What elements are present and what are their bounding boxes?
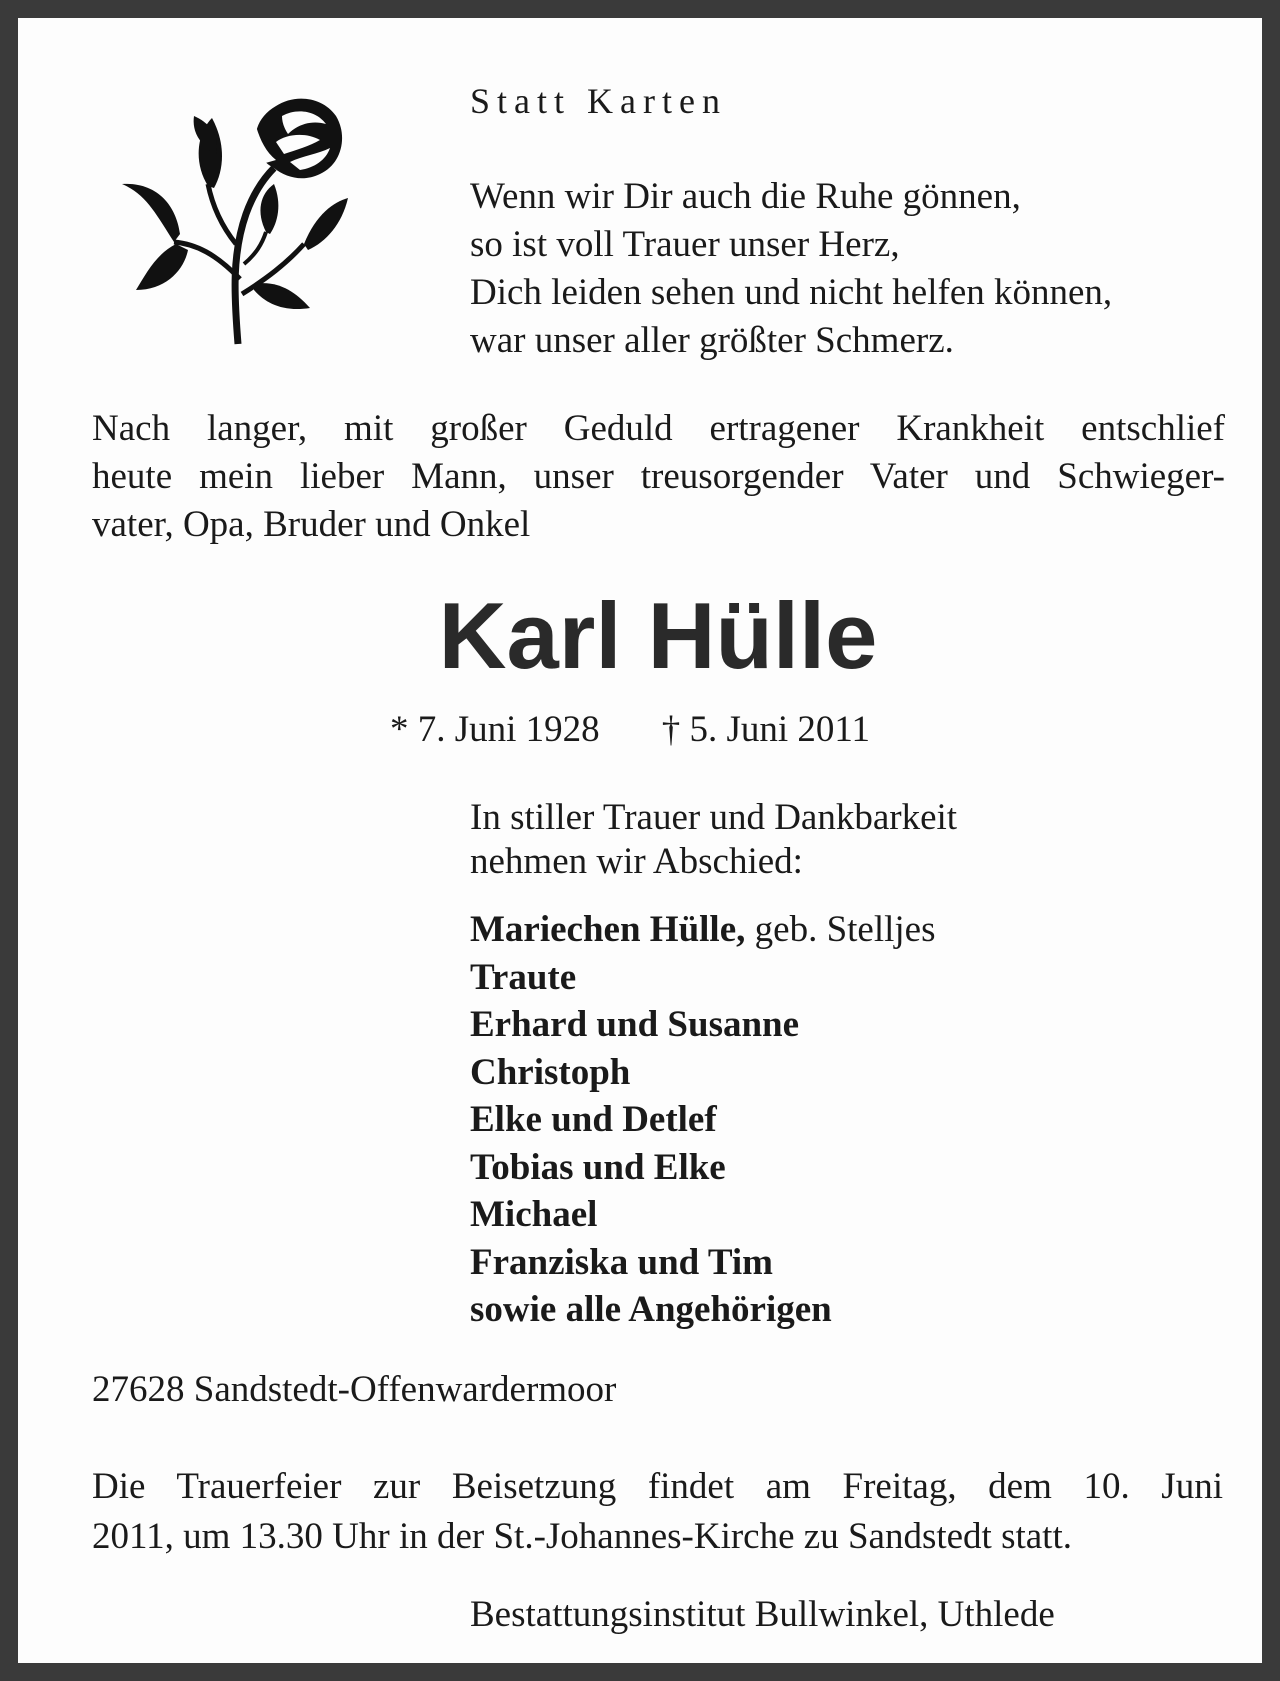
announcement-line: Nach langer, mit großer Geduld ertragener Krankheit entschlief — [92, 408, 1225, 449]
family-member: Erhard und Susanne — [470, 1004, 800, 1045]
family-member: Elke und Detlef — [470, 1099, 717, 1140]
family-member: Traute — [470, 956, 577, 998]
poem-line: Dich leiden sehen und nicht helfen können, — [470, 272, 1113, 313]
funeral-line: Die Trauerfeier zur Beisetzung findet am Freitag, dem 10. Juni — [92, 1466, 1223, 1507]
announcement-text — [92, 405, 1225, 549]
family-member: sowie alle Angehörigen — [470, 1289, 832, 1330]
family-member: Franziska und Tim — [470, 1241, 773, 1283]
undertaker-name: Bestattungsinstitut Bullwinkel, Uthlede — [470, 1594, 1055, 1635]
family-member: Christoph — [470, 1051, 631, 1093]
maiden-name-note: geb. Stelljes — [745, 909, 936, 950]
funeral-details — [92, 1462, 1223, 1562]
family-member: Michael — [470, 1194, 598, 1235]
mourning-text — [470, 796, 957, 884]
family-list — [470, 906, 936, 1334]
family-member-name: Mariechen Hülle, — [470, 909, 746, 950]
rose-icon — [116, 94, 348, 346]
life-dates — [390, 708, 870, 751]
deceased-name: Karl Hülle — [438, 583, 878, 688]
poem-line: war unser aller größter Schmerz. — [470, 320, 954, 361]
birth-date: * 7. Juni 1928 — [390, 709, 600, 750]
poem-line: so ist voll Trauer unser Herz, — [470, 224, 900, 265]
poem — [470, 173, 1112, 365]
family-member: Tobias und Elke — [470, 1146, 726, 1188]
funeral-line: 2011, um 13.30 Uhr in der St.-Johannes-Kirche zu Sandstedt statt. — [92, 1516, 1072, 1557]
family-member — [470, 906, 936, 954]
death-date: † 5. Juni 2011 — [661, 709, 870, 750]
announcement-line: heute mein lieber Mann, unser treusorgender Vater und Schwieger- — [92, 456, 1225, 497]
poem-line: Wenn wir Dir auch die Ruhe gönnen, — [470, 176, 1021, 217]
announcement-line: vater, Opa, Bruder und Onkel — [92, 504, 531, 545]
mourning-line: In stiller Trauer und Dankbarkeit — [470, 797, 958, 838]
statt-karten-heading: Statt Karten — [470, 81, 727, 121]
mourning-line: nehmen wir Abschied: — [470, 841, 803, 882]
place-address: 27628 Sandstedt-Offenwardermoor — [92, 1369, 617, 1410]
